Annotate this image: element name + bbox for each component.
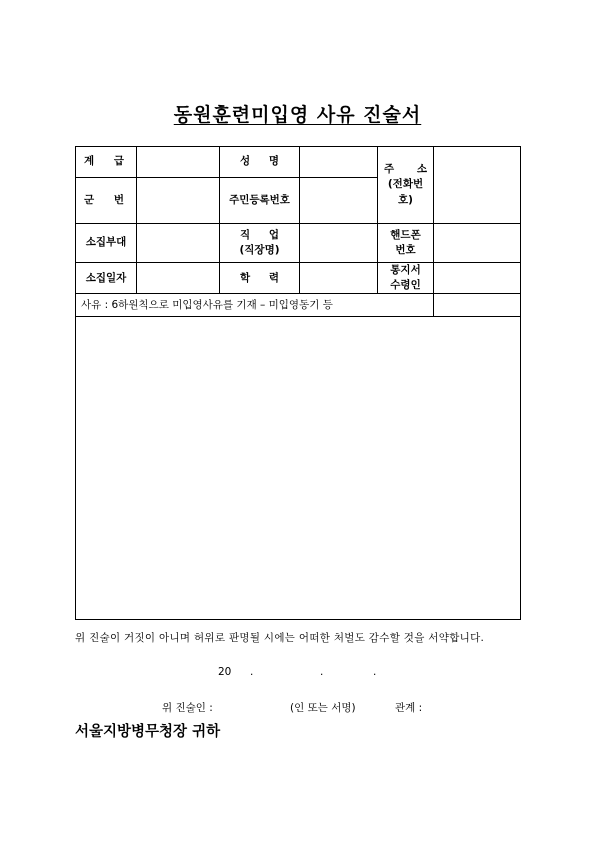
oath-statement: 위 진술이 거짓이 아니며 허위로 판명될 시에는 어떠한 처벌도 감수할 것을 서약합니다. (75, 632, 485, 644)
education-label: 학 력 (220, 263, 300, 294)
declarant-label: 위 진술인 : (162, 702, 213, 714)
address-field[interactable] (434, 147, 521, 224)
education-field[interactable] (300, 263, 378, 294)
job-label: 직 업 (직장명) (220, 224, 300, 263)
date-dot-3: . (373, 666, 377, 678)
date-label: 소집일자 (76, 263, 137, 294)
addressee: 서울지방병무청장 귀하 (75, 724, 221, 740)
receiver-field[interactable] (434, 263, 521, 294)
statement-form-table (75, 146, 521, 620)
reason-text-area[interactable] (76, 317, 521, 620)
name-label: 성 명 (220, 147, 300, 178)
form-title: 동원훈련미입영 사유 진술서 (173, 104, 422, 126)
rank-field[interactable] (137, 147, 220, 178)
job-field[interactable] (300, 224, 378, 263)
service-number-field[interactable] (137, 178, 220, 224)
address-label: 주 소 (전화번 호) (378, 147, 434, 224)
date-field[interactable] (137, 263, 220, 294)
phone-field[interactable] (434, 224, 521, 263)
unit-label: 소집부대 (76, 224, 137, 263)
resident-number-label: 주민등록번호 (220, 178, 300, 224)
receiver-label: 통지서 수령인 (378, 263, 434, 294)
date-dot-1: . (250, 666, 254, 678)
date-dot-2: . (320, 666, 324, 678)
reason-instruction: 사유 : 6하원칙으로 미입영사유를 기재 – 미입영동기 등 (76, 294, 434, 317)
reason-side-field[interactable] (434, 294, 521, 317)
unit-field[interactable] (137, 224, 220, 263)
rank-label: 계 급 (76, 147, 137, 178)
relation-label: 관계 : (395, 702, 423, 714)
seal-label: (인 또는 서명) (290, 702, 356, 714)
name-field[interactable] (300, 147, 378, 178)
resident-number-field[interactable] (300, 178, 378, 224)
date-year-prefix: 20 (218, 666, 232, 678)
phone-label: 핸드폰 번호 (378, 224, 434, 263)
service-number-label: 군 번 (76, 178, 137, 224)
